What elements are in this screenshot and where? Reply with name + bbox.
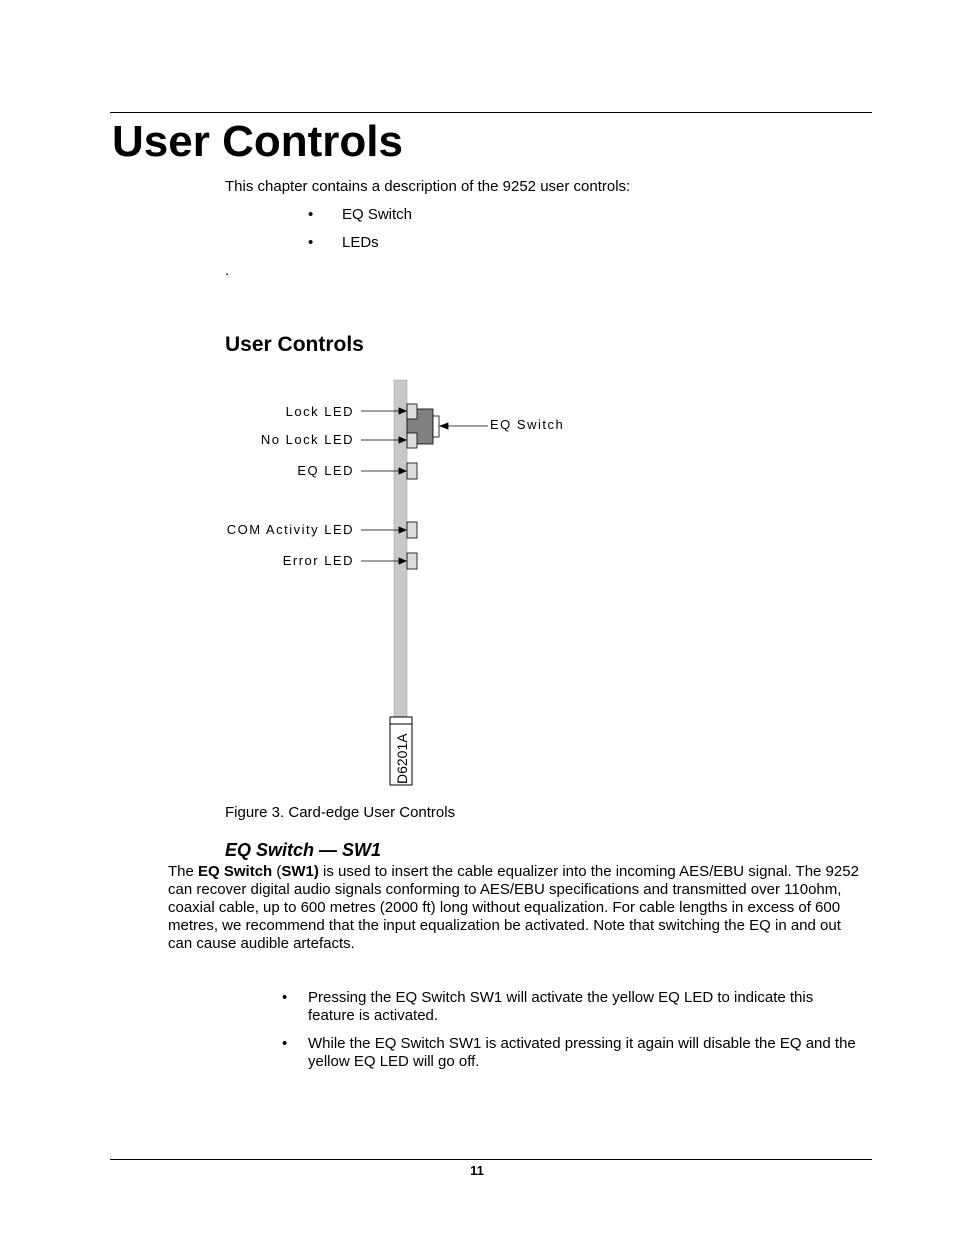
lock-led-label: Lock LED xyxy=(285,404,354,419)
eq-led xyxy=(407,463,417,479)
bullet-glyph: • xyxy=(308,234,314,251)
card-edge xyxy=(394,380,407,720)
body-text: The xyxy=(168,863,199,880)
body-bold-text: SW1) xyxy=(281,863,319,880)
list-item xyxy=(280,989,860,1025)
list-item-text: While the EQ Switch SW1 is activated pressing it again will disable the EQ and the yellow EQ LED will go off. xyxy=(308,1035,856,1070)
error-led xyxy=(407,553,417,569)
footer-rule xyxy=(110,1159,872,1160)
intro-bullet-list xyxy=(305,206,412,262)
list-item-text: Pressing the EQ Switch SW1 will activate the yellow EQ LED to indicate this feature is activated. xyxy=(308,989,814,1024)
intro-text: This chapter contains a description of the 9252 user controls: xyxy=(225,178,631,195)
subsection-title: EQ Switch — SW1 xyxy=(225,840,382,860)
bullet-glyph: • xyxy=(308,206,314,223)
stray-period: . xyxy=(225,262,230,279)
eq-switch-button xyxy=(433,416,439,437)
com-activity-led-label: COM Activity LED xyxy=(226,522,354,537)
bullet-glyph: • xyxy=(282,1035,288,1052)
body-text: ( xyxy=(272,863,282,880)
error-led-label: Error LED xyxy=(282,553,354,568)
com-activity-led xyxy=(407,522,417,538)
section-title: User Controls xyxy=(225,333,364,356)
body-bullet-list xyxy=(280,989,860,1081)
card-edge-figure xyxy=(210,370,590,790)
body-text: is used to insert the cable equalizer into the incoming AES/EBU signal. The 9252 can recover digital audio signals conforming to AES/EBU specifications and transmitted over 110ohm, coaxial cable, up to 600 metres (2000 ft) long without equalization. For cable lengths in excess of 600 metres, we recommend that the input equalization be activated. Note that switching the EQ in and out can cause audible artefacts. xyxy=(168,863,859,952)
eq-led-label: EQ LED xyxy=(297,463,354,478)
list-item xyxy=(280,1035,860,1071)
list-item-label: LEDs xyxy=(342,234,379,251)
body-paragraph xyxy=(168,863,868,953)
no-lock-led xyxy=(407,433,417,448)
list-item xyxy=(305,234,412,262)
page-number: 11 xyxy=(470,1163,484,1178)
card-id-label: D6201A xyxy=(394,733,410,784)
figure-caption: Figure 3. Card-edge User Controls xyxy=(225,804,456,821)
header-rule xyxy=(110,112,872,113)
body-bold-text: EQ Switch xyxy=(198,863,273,880)
chapter-title: User Controls xyxy=(112,117,403,166)
bullet-glyph: • xyxy=(282,989,288,1006)
list-item-label: EQ Switch xyxy=(342,206,413,223)
no-lock-led-label: No Lock LED xyxy=(260,432,354,447)
eq-switch-label: EQ Switch xyxy=(490,417,565,432)
list-item xyxy=(305,206,412,234)
lock-led xyxy=(407,404,417,419)
